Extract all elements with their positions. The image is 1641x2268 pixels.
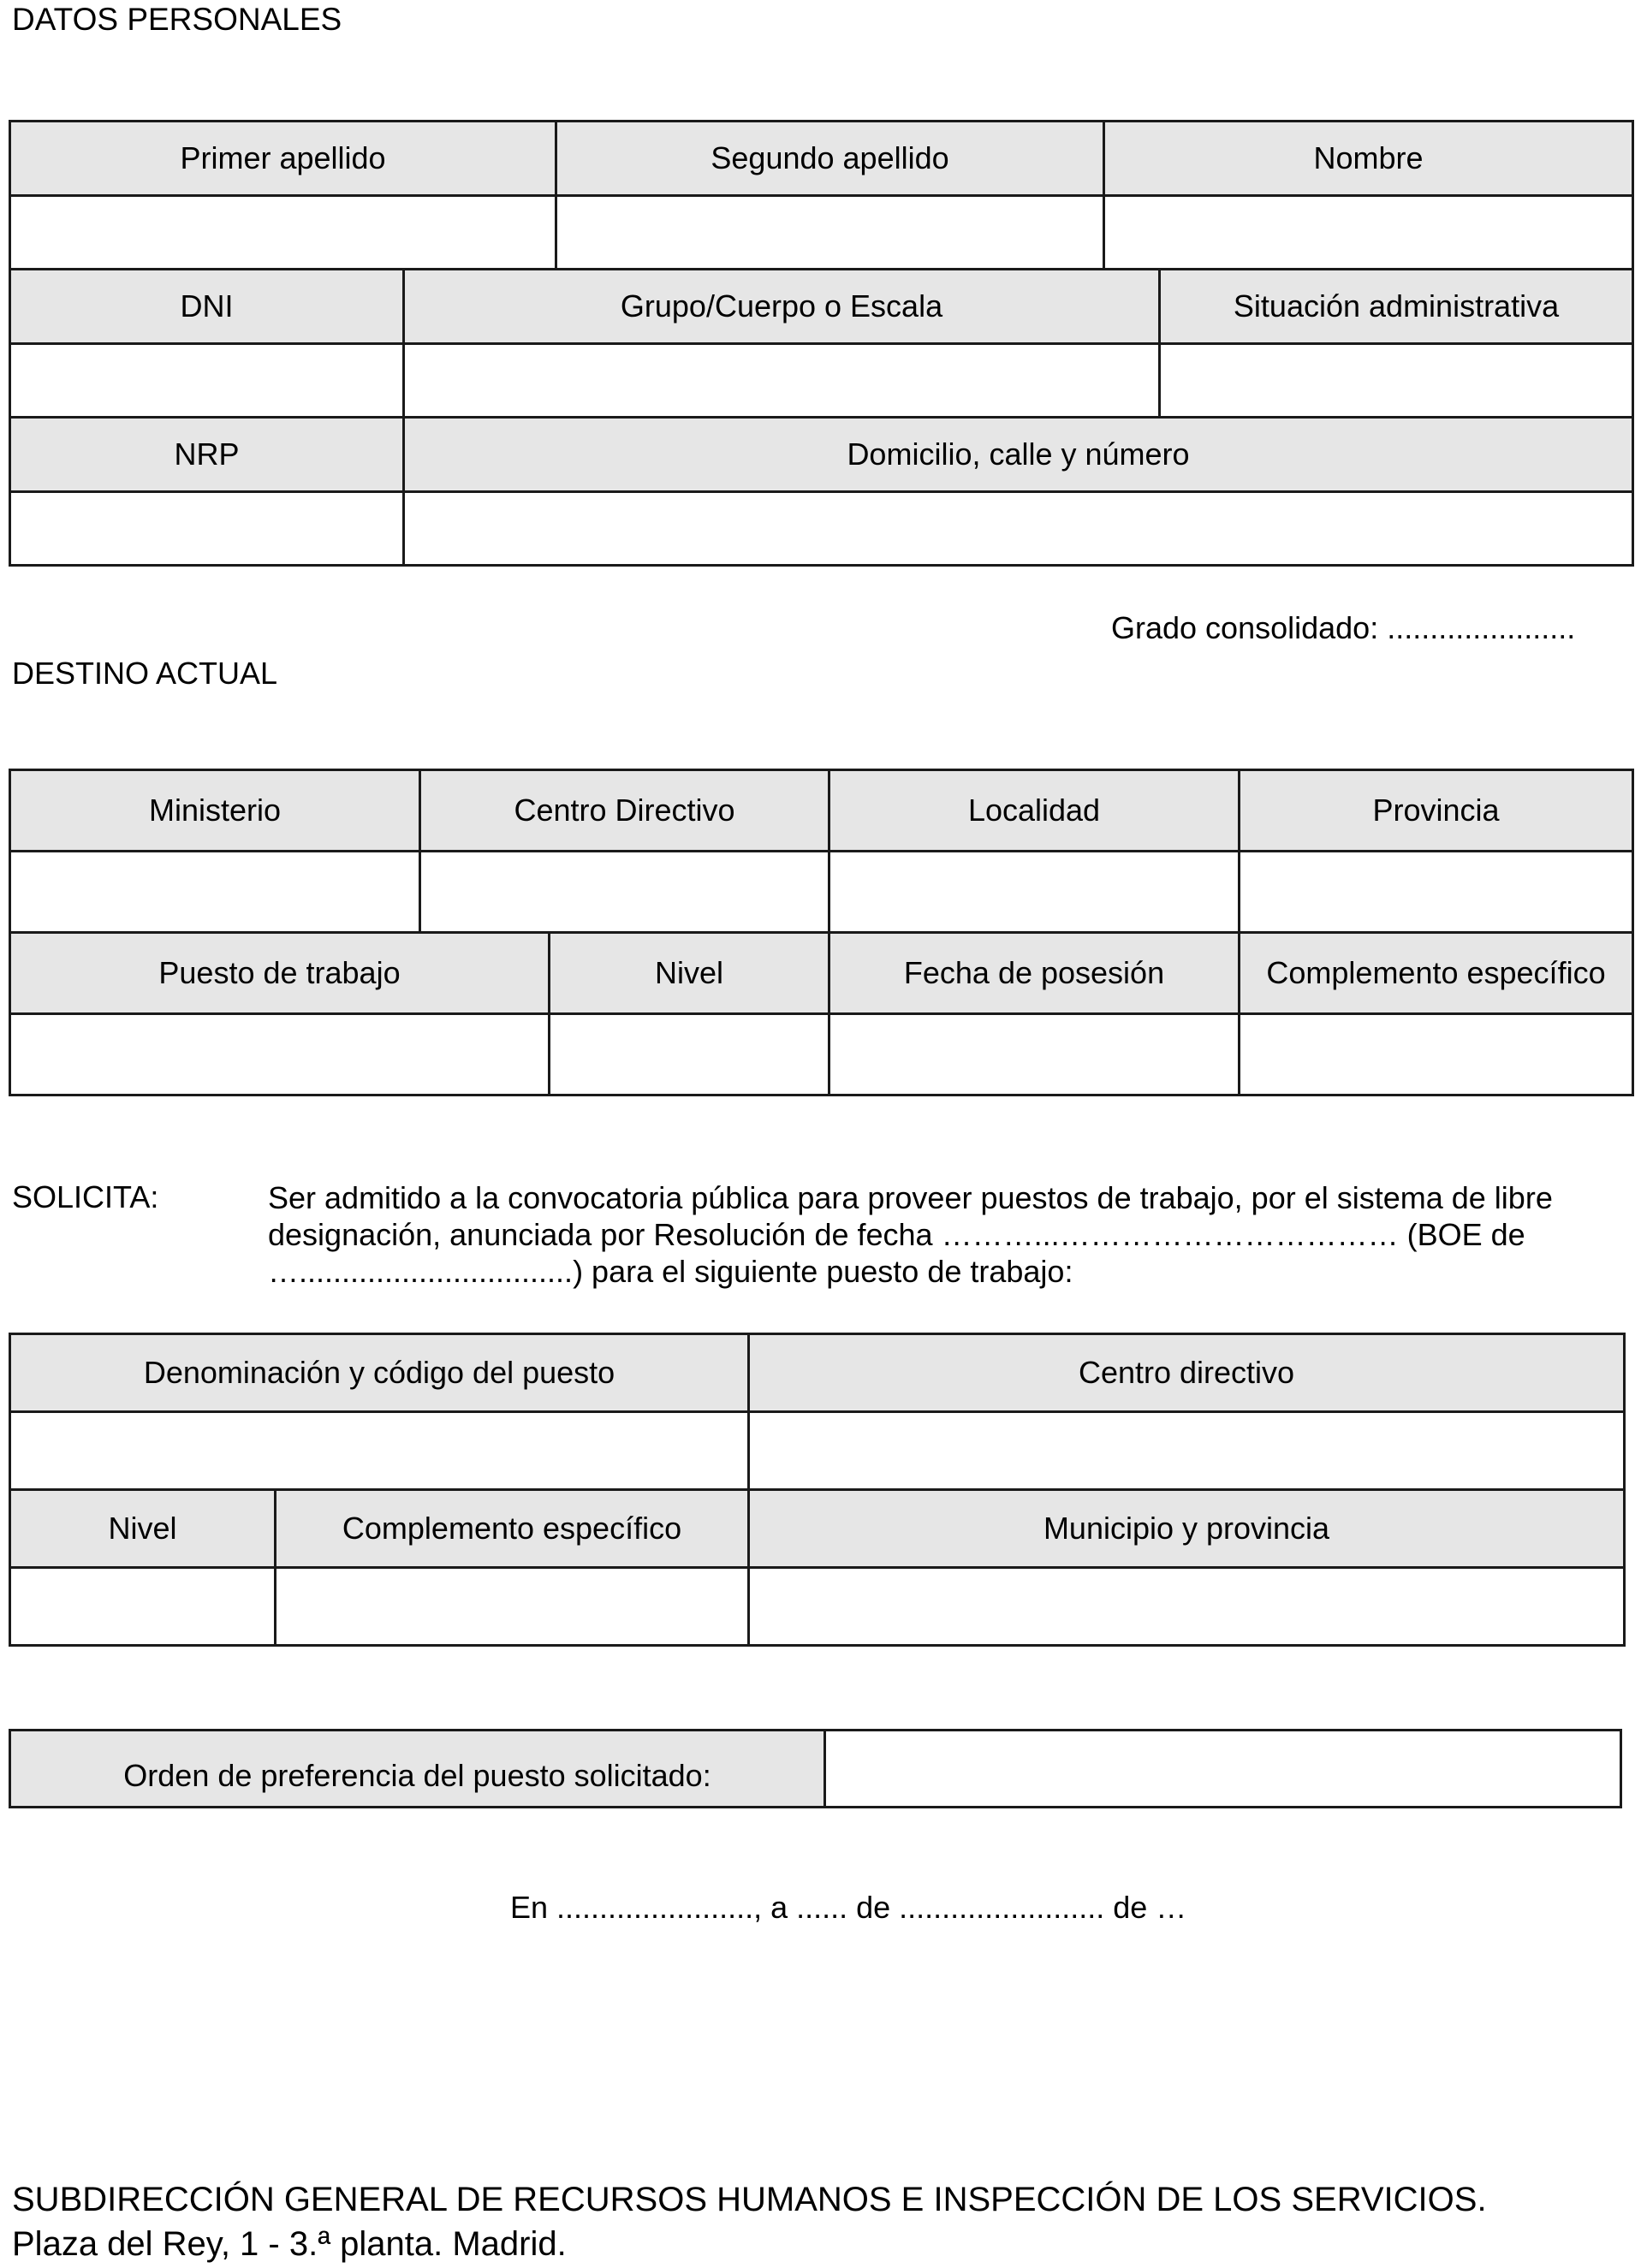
header-fecha-posesion: Fecha de posesión (829, 933, 1240, 1014)
section-title-datos-personales: DATOS PERSONALES (12, 2, 342, 37)
grupo-input[interactable] (405, 365, 1158, 399)
complemento-solicitado-input[interactable] (276, 1591, 747, 1624)
centro-directivo-solicitado-cell (749, 1412, 1625, 1490)
nombre-cell (1104, 196, 1633, 270)
solicita-line-2 (268, 1216, 1614, 1253)
complemento-solicitado-cell (276, 1568, 749, 1646)
header-segundo-apellido: Segundo apellido (556, 122, 1104, 196)
solicita-boe-label: (BOE de (1406, 1217, 1525, 1252)
provincia-input[interactable] (1240, 876, 1632, 910)
localidad-cell (829, 852, 1240, 933)
solicita-label: SOLICITA: (12, 1179, 159, 1214)
ministerio-input[interactable] (11, 876, 419, 910)
header-situacion: Situación administrativa (1160, 270, 1633, 344)
header-nombre: Nombre (1104, 122, 1633, 196)
nivel-cell (550, 1014, 829, 1095)
resolucion-fecha-field[interactable]: ………...…………………………… (941, 1217, 1399, 1252)
header-nivel-solicitado: Nivel (10, 1490, 276, 1568)
lugar-fecha-line[interactable]: En ......................., a ...... de ........................ de … (510, 1890, 1187, 1925)
header-dni: DNI (10, 270, 404, 344)
nivel-solicitado-input[interactable] (11, 1591, 274, 1624)
segundo-apellido-cell (556, 196, 1104, 270)
domicilio-input[interactable] (405, 514, 1632, 547)
nivel-input[interactable] (550, 1039, 828, 1072)
header-nivel: Nivel (550, 933, 829, 1014)
dni-input[interactable] (11, 365, 402, 399)
header-ministerio: Ministerio (10, 770, 420, 852)
situacion-cell (1160, 344, 1633, 418)
header-complemento-especifico: Complemento específico (1240, 933, 1633, 1014)
solicita-line-2-text: designación, anunciada por Resolución de fecha (268, 1217, 933, 1252)
solicita-paragraph (268, 1179, 1614, 1290)
preferencia-table (9, 1729, 1622, 1808)
solicita-line-1 (268, 1179, 1614, 1216)
header-primer-apellido: Primer apellido (10, 122, 556, 196)
domicilio-cell (404, 492, 1633, 566)
personal-data-table (9, 120, 1634, 567)
primer-apellido-cell (10, 196, 556, 270)
section-title-destino-actual: DESTINO ACTUAL (12, 656, 278, 691)
centro-directivo-cell (420, 852, 829, 933)
centro-directivo-solicitado-input[interactable] (750, 1435, 1623, 1469)
header-grupo: Grupo/Cuerpo o Escala (404, 270, 1160, 344)
complemento-especifico-input[interactable] (1240, 1039, 1632, 1072)
puesto-solicitado-table (9, 1333, 1626, 1647)
nivel-solicitado-cell (10, 1568, 276, 1646)
complemento-especifico-cell (1240, 1014, 1633, 1095)
dni-cell (10, 344, 404, 418)
nrp-input[interactable] (11, 514, 402, 547)
footer-organismo: SUBDIRECCIÓN GENERAL DE RECURSOS HUMANOS E INSPECCIÓN DE LOS SERVICIOS. (12, 2181, 1487, 2218)
nrp-cell (10, 492, 404, 566)
preferencia-cell (825, 1731, 1621, 1808)
puesto-trabajo-cell (10, 1014, 550, 1095)
header-provincia: Provincia (1240, 770, 1633, 852)
grupo-cell (404, 344, 1160, 418)
municipio-provincia-cell (749, 1568, 1625, 1646)
header-puesto-trabajo: Puesto de trabajo (10, 933, 550, 1014)
preferencia-input[interactable] (826, 1754, 1620, 1787)
municipio-provincia-input[interactable] (750, 1591, 1623, 1624)
nombre-input[interactable] (1105, 217, 1632, 251)
puesto-trabajo-input[interactable] (11, 1039, 548, 1072)
denominacion-input[interactable] (11, 1435, 747, 1469)
centro-directivo-input[interactable] (421, 876, 828, 910)
header-localidad: Localidad (829, 770, 1240, 852)
primer-apellido-input[interactable] (11, 217, 555, 251)
header-complemento-solicitado: Complemento específico (276, 1490, 749, 1568)
preferencia-label: Orden de preferencia del puesto solicitado: (10, 1731, 825, 1808)
localidad-input[interactable] (830, 876, 1238, 910)
header-nrp: NRP (10, 418, 404, 492)
footer-direccion: Plaza del Rey, 1 - 3.ª planta. Madrid. (12, 2225, 567, 2263)
header-centro-directivo-solicitado: Centro directivo (749, 1334, 1625, 1412)
header-municipio-provincia: Municipio y provincia (749, 1490, 1625, 1568)
denominacion-cell (10, 1412, 749, 1490)
header-domicilio: Domicilio, calle y número (404, 418, 1633, 492)
solicita-line-1-text: Ser admitido a la convocatoria pública para proveer puestos de trabajo, por el sistema de libre (268, 1180, 1553, 1215)
fecha-posesion-input[interactable] (830, 1039, 1238, 1072)
header-denominacion: Denominación y código del puesto (10, 1334, 749, 1412)
ministerio-cell (10, 852, 420, 933)
fecha-posesion-cell (829, 1014, 1240, 1095)
solicita-line-3: …................................) para el siguiente puesto de trabajo: (268, 1254, 1073, 1289)
segundo-apellido-input[interactable] (557, 217, 1103, 251)
provincia-cell (1240, 852, 1633, 933)
destino-actual-table (9, 769, 1634, 1096)
grado-consolidado-field[interactable]: Grado consolidado: ...................... (1111, 610, 1576, 645)
situacion-input[interactable] (1161, 365, 1632, 399)
header-centro-directivo: Centro Directivo (420, 770, 829, 852)
